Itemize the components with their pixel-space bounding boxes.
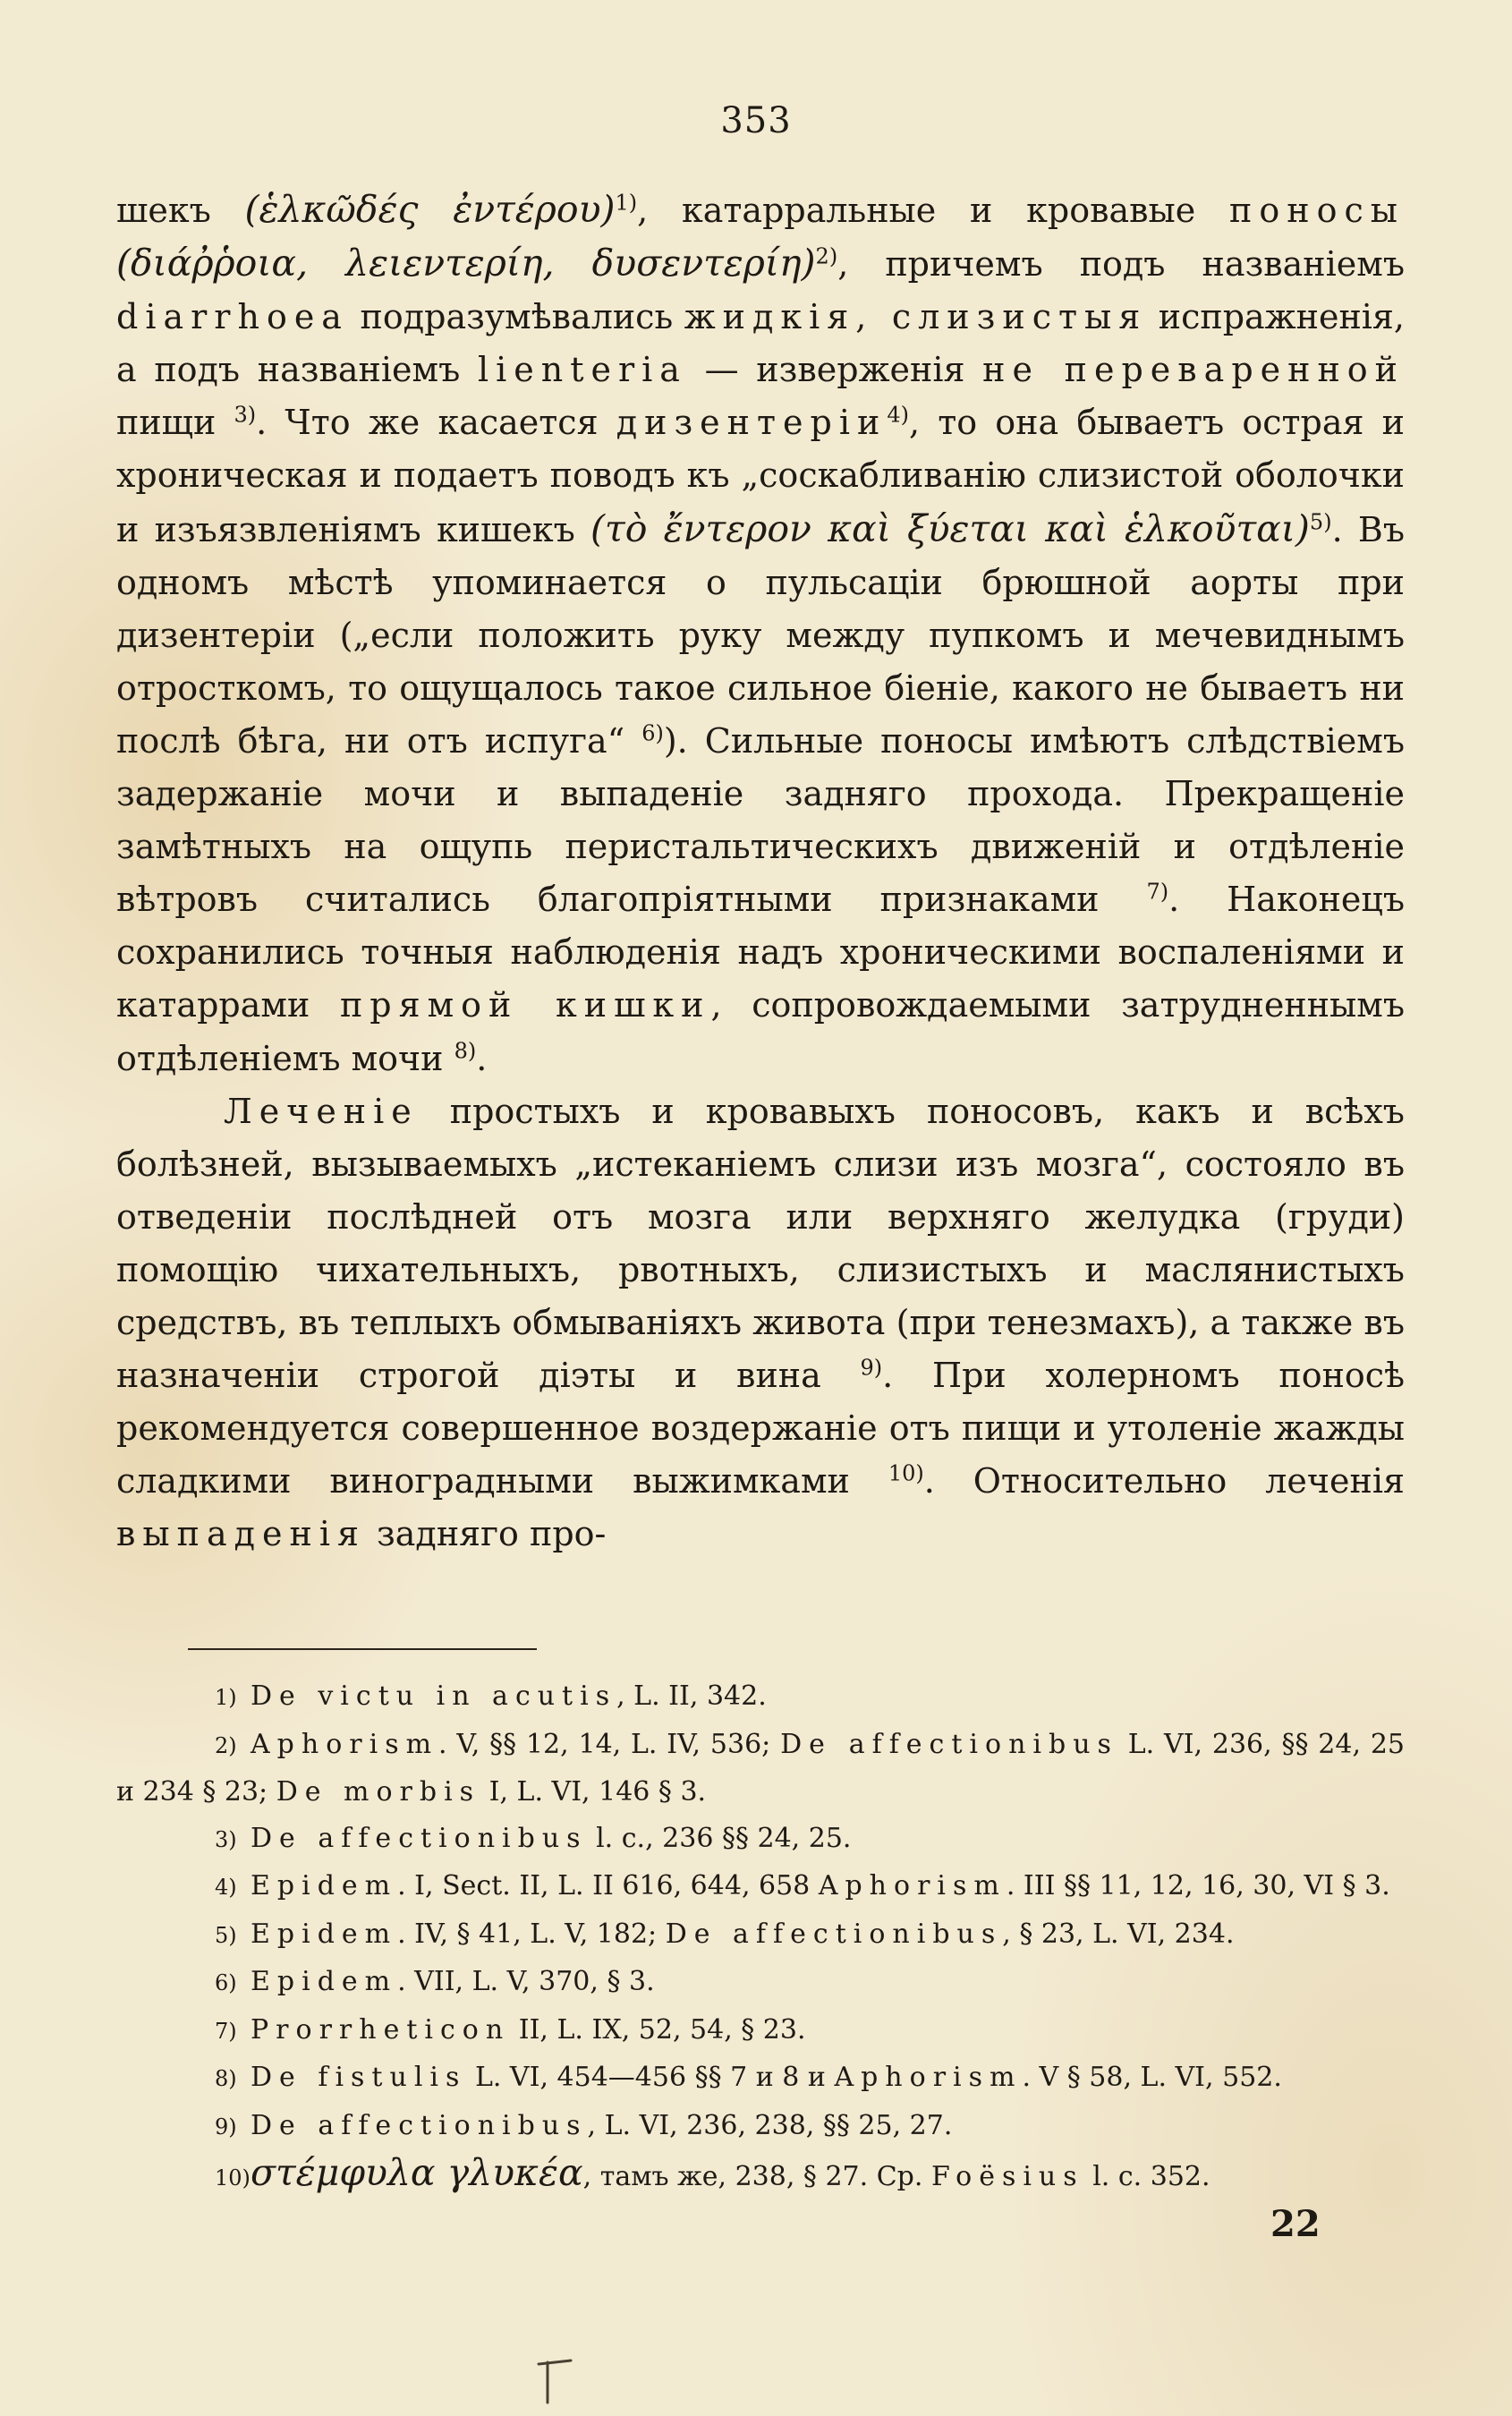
footnote-marker: 4) [215,1875,237,1900]
spaced-term: Aphorism [834,2062,1023,2093]
footnote-ref: 7) [1146,879,1169,905]
text-run: . При холерномъ поносѣ рекомендуется совершенное воздержанiе отъ пищи и утоленiе жажды сладкими виноградными выжимками [116,1356,1405,1501]
spaced-term: не переваренной [982,350,1405,390]
greek-term: (τὸ ἔντερον καὶ ξύεται καὶ ἑλκοῦται) [590,506,1310,550]
text-run: l. c. 352. [1083,2161,1210,2192]
text-run: . Наконецъ сохранились точныя наблюденiя надъ хроническими воспаленiями и катаррами [116,880,1405,1025]
text-run: . VII, L. V, 370, § 3. [397,1966,655,1997]
footnote-marker: 5) [215,1922,237,1948]
spaced-term: дизентерiи [616,403,888,443]
greek-term: (διάῤῥοια, λειεντερίη, δυσεντερίη) [116,242,816,285]
text-run: , тамъ же, 238, § 27. Ср. [582,2161,931,2192]
footnote-marker: 8) [215,2066,237,2091]
spaced-term: Aphorism [818,1870,1007,1901]
text-run: . I, Sect. II, L. II 616, 644, 658 [397,1870,819,1901]
text-run: . Что же касается [256,403,616,443]
footnote-item [116,1722,1405,1816]
footnote-marker: 1) [215,1685,237,1710]
text-run: l. c., 236 §§ 24, 25. [587,1822,852,1854]
footnote-item [116,1959,1405,2007]
paragraph [116,1085,1405,1561]
footnote-marker: 7) [215,2018,237,2044]
text-run: , катарральные и кровавые [637,191,1230,230]
footnote-marker: 6) [215,1970,237,1995]
footnote-ref: 1) [615,190,638,216]
greek-term: (ἑλκῶδές ἐντέρου) [244,188,616,231]
text-run: подразумѣвались [348,297,684,337]
spaced-term: De affectionibus [780,1728,1118,1760]
text-run: L. VI, 454—456 §§ 7 и 8 и [466,2062,835,2093]
spaced-term: жидкiя, слизистыя [684,297,1148,337]
footnote-marker: 10) [215,2165,251,2191]
spaced-term: прямой кишки [339,985,711,1025]
text-run: задняго про- [365,1514,607,1554]
text-run: — изверженiя [686,350,983,390]
footnotes [116,1673,1405,2202]
footnote-ref: 5) [1309,508,1332,534]
text-run: , то она бываетъ острая и хроническая и подаетъ поводъ къ „соскабливанiю слизистой оболочки и изъязвленiямъ кишекъ [116,403,1405,549]
spaced-term: Epidem [251,1918,398,1950]
sheet-number: 22 [1270,2203,1321,2245]
spaced-term: De morbis [276,1776,481,1808]
text-run: . V § 58, L. VI, 552. [1022,2062,1282,2093]
spaced-term: lienteria [477,350,687,390]
text-run: , L. II, 342. [616,1680,767,1712]
text-run: , причемъ подъ названiемъ [837,244,1405,285]
text-run: L. VI, 236, §§ 24, 25 и 234 § 23; [116,1728,1405,1808]
text-run: . V, §§ 12, 14, L. IV, 536; [438,1728,781,1760]
footnote-item [116,1863,1405,1911]
spaced-term: De victu in acutis [251,1680,617,1712]
text-run: . Въ одномъ мѣстѣ упоминается о пульсацiи брюшной аорты при дизентерiи („если положить руку между пупкомъ и мечевиднымъ отросткомъ, то ощущалось такое сильное бiенiе, какого не бываетъ ни послѣ бѣга, ни отъ испуга“ [116,509,1405,761]
text-run: II, L. IX, 52, 54, § 23. [510,2013,806,2046]
text-run: , § 23, L. VI, 234. [1002,1918,1235,1950]
footnote-ref: 6) [641,720,664,746]
text-run: I, L. VI, 146 § 3. [480,1776,707,1808]
footnote-ref: 3) [234,402,257,428]
spaced-term: diarrhoea [116,297,349,337]
footnote-ref: 2) [815,243,838,269]
footnote-ref: 9) [860,1355,883,1381]
spaced-term: поносы [1229,191,1405,230]
footnote-divider [188,1648,537,1650]
footnote-ref: 8) [454,1037,477,1063]
footnote-marker: 2) [215,1732,237,1758]
body-text [116,183,1405,1561]
spaced-term: Prorrheticon [251,2013,511,2046]
text-run: пищи [116,403,234,443]
text-run: испражненiя, а подъ названiемъ [116,297,1405,390]
footnote-item [116,2054,1405,2103]
text-run: . IV, § 41, L. V, 182; [397,1918,666,1950]
footnote-ref: 10) [888,1460,924,1486]
text-run: шекъ [116,191,245,230]
text-run: . [476,1038,488,1078]
text-run: простыхъ и кровавыхъ поносовъ, какъ и всѣхъ болѣзней, вызываемыхъ „истеканiемъ слизи изъ мозга“, состояло въ отведенiи послѣдней отъ мозга или верхняго желудка (груди) помощiю чихательныхъ, рвотныхъ, слизистыхъ и маслянистыхъ средствъ, въ теплыхъ обмыванiяхъ живота (при тенезмахъ), а также въ назначенiи строгой дiэты и вина [116,1091,1405,1396]
spaced-term: Epidem [251,1966,398,1997]
spaced-term: Леченiе [224,1091,419,1131]
greek-term: στέμφυλα γλυκέα [251,2151,583,2194]
spaced-term: De affectionibus [251,2109,588,2141]
spaced-term: Foësius [930,2161,1084,2192]
text-run: , L. VI, 236, 238, §§ 25, 27. [587,2109,953,2141]
text-run: . III §§ 11, 12, 16, 30, VI § 3. [1006,1870,1390,1901]
text-run: , сопровождаемыми затрудненнымъ отдѣленiемъ мочи [116,985,1405,1078]
text-run: . Относительно леченiя [923,1461,1405,1501]
spaced-term: De affectionibus [665,1918,1003,1950]
footnote-marker: 3) [215,1826,237,1852]
footnote-item [116,2103,1405,2151]
footnote-ref: 4) [887,402,909,428]
spaced-term: Epidem [251,1870,398,1901]
ink-mark-icon [528,2353,582,2407]
footnote-item [116,2007,1405,2055]
paragraph [116,183,1405,1085]
spaced-term: Aphorism [251,1728,439,1760]
spaced-term: De affectionibus [251,1822,588,1854]
footnote-item [116,1816,1405,1864]
footnote-item [116,1911,1405,1960]
spaced-term: De fistulis [251,2062,467,2093]
page-number: 353 [720,100,792,141]
footnote-item [116,2150,1405,2202]
footnote-marker: 9) [215,2114,237,2140]
spaced-term: выпаденiя [116,1514,366,1554]
footnote-item [116,1673,1405,1722]
text-run: ). Сильные поносы имѣютъ слѣдствiемъ задержанiе мочи и выпаденiе задняго прохода. Прекращенiе замѣтныхъ на ощупь перистальтическихъ движенiй и отдѣленiе вѣтровъ считались благопрiятными признаками [116,720,1405,920]
